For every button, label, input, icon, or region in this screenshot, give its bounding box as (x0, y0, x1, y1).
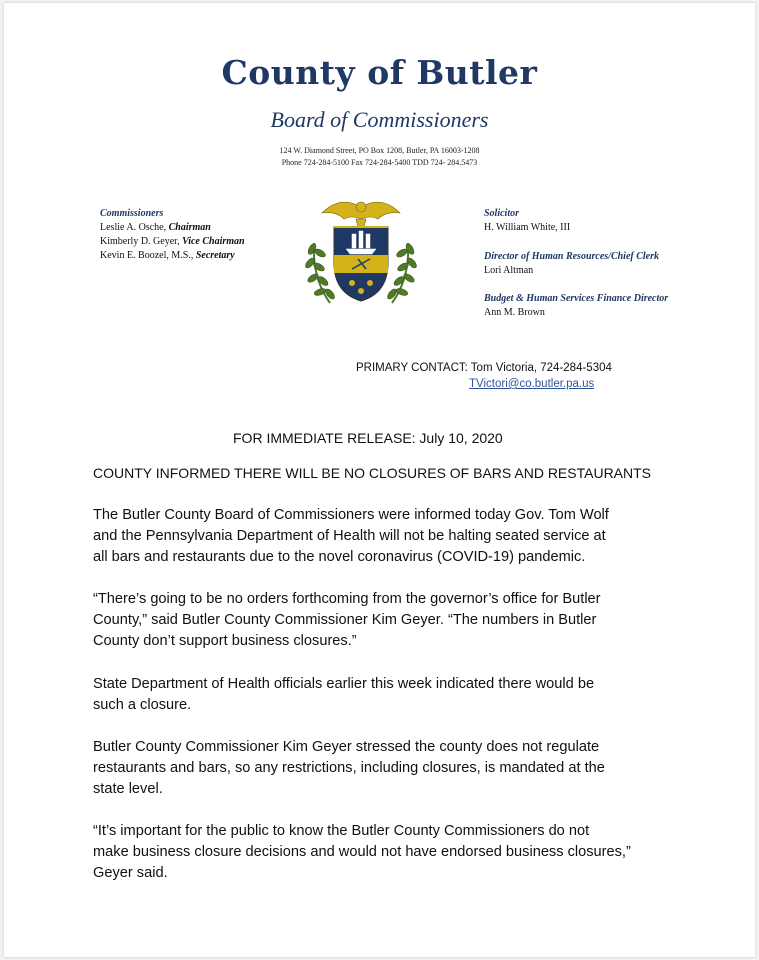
letter-page (4, 3, 755, 957)
solicitor-name: H. William White, III (484, 222, 571, 233)
paragraph-line: and the Pennsylvania Department of Health will not be halting seated service at (93, 528, 606, 544)
paragraph-line: “There’s going to be no orders forthcoming from the governor’s office for Butler (93, 591, 601, 607)
paragraph-line: State Department of Health officials earlier this week indicated there would be (93, 676, 595, 692)
commissioner-1 (100, 222, 211, 233)
commissioner-role: Vice Chairman (182, 236, 245, 247)
director-heading: Director of Human Resources/Chief Clerk (484, 251, 660, 262)
paragraph-line: all bars and restaurants due to the novel coronavirus (COVID-19) pandemic. (93, 549, 586, 565)
release-date: FOR IMMEDIATE RELEASE: July 10, 2020 (233, 430, 503, 446)
paragraph-4 (93, 737, 673, 800)
commissioner-name: Kevin E. Boozel, M.S., (100, 250, 196, 261)
paragraph-2 (93, 589, 673, 652)
phone-line: Phone 724-284-5100 Fax 724-284-5400 TDD 724- 284.5473 (281, 158, 478, 167)
primary-contact: PRIMARY CONTACT: Tom Victoria, 724-284-5304 (356, 362, 612, 374)
paragraph-line: The Butler County Board of Commissioners were informed today Gov. Tom Wolf (93, 507, 609, 523)
commissioner-name: Leslie A. Osche, (100, 222, 169, 233)
commissioner-name: Kimberly D. Geyer, (100, 236, 183, 247)
solicitor-heading: Solicitor (484, 208, 520, 219)
commissioner-2 (100, 236, 245, 247)
finance-heading: Budget & Human Services Finance Director (484, 293, 669, 304)
commissioners-heading: Commissioners (100, 208, 164, 219)
commissioner-role: Chairman (168, 222, 211, 233)
paragraph-line: make business closure decisions and would not have endorsed business closures,” (93, 844, 631, 860)
paragraph-5 (93, 821, 673, 884)
paragraph-line: Butler County Commissioner Kim Geyer stressed the county does not regulate (93, 739, 600, 755)
paragraph-line: state level. (93, 781, 163, 797)
commissioner-role: Secretary (195, 250, 235, 261)
board-subtitle: Board of Commissioners (270, 107, 489, 132)
finance-name: Ann M. Brown (484, 307, 545, 318)
paragraph-line: County don’t support business closures.” (93, 633, 357, 649)
commissioner-3 (100, 250, 235, 261)
director-name: Lori Altman (484, 265, 534, 276)
address-line: 124 W. Diamond Street, PO Box 1208, Butler, PA 16003-1208 (279, 146, 480, 155)
press-headline: COUNTY INFORMED THERE WILL BE NO CLOSURES OF BARS AND RESTAURANTS (93, 465, 652, 481)
paragraph-line: such a closure. (93, 697, 192, 713)
paragraph-line: Geyer said. (93, 865, 168, 881)
paragraph-1 (93, 505, 673, 568)
county-title: County of Butler (221, 53, 538, 92)
paragraph-line: “It’s important for the public to know the Butler County Commissioners do not (93, 823, 590, 839)
paragraph-3 (93, 674, 673, 716)
county-seal-icon (300, 193, 422, 315)
paragraph-line: County,” said Butler County Commissioner Kim Geyer. “The numbers in Butler (93, 612, 597, 628)
contact-email-link[interactable]: TVictori@co.butler.pa.us (469, 378, 595, 390)
paragraph-line: restaurants and bars, so any restrictions, including closures, is mandated at the (93, 760, 605, 776)
